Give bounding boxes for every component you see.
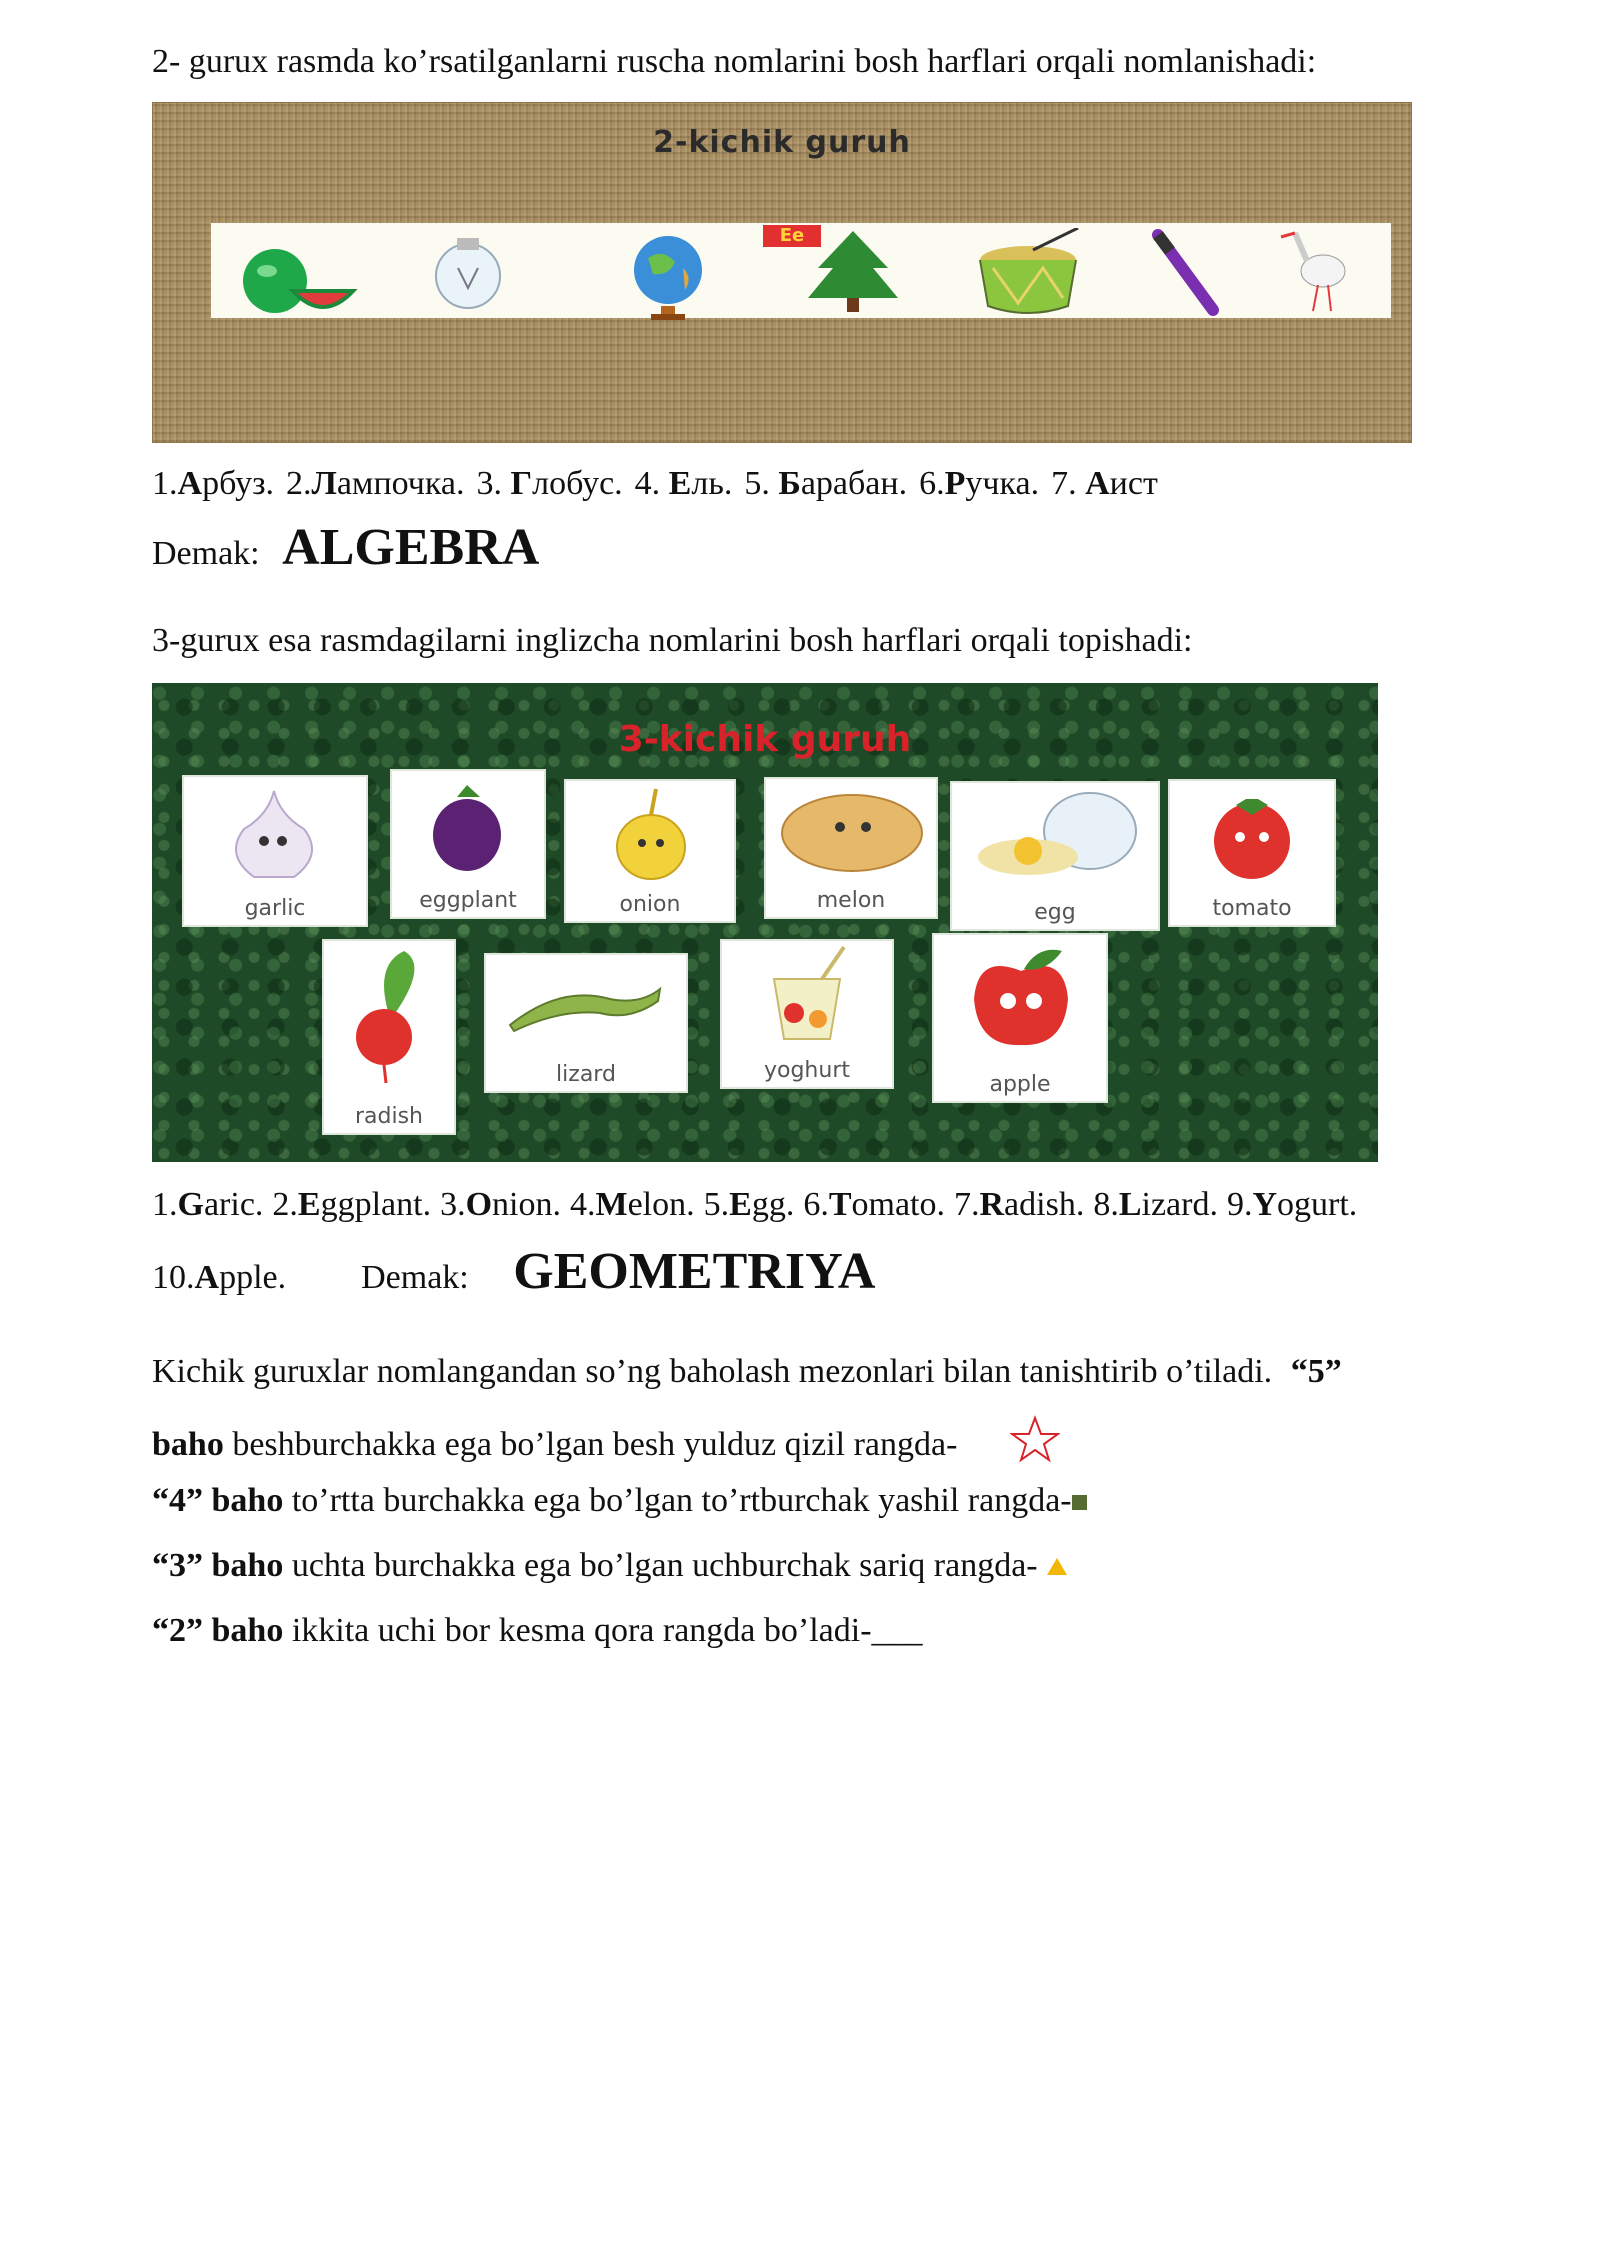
item-rest: ист (1109, 465, 1158, 502)
intro-paragraph-group3: 3-gurux esa rasmdagilarni inglizcha nomlarini bosh harflari orqali topishadi: (152, 622, 1193, 659)
grade-3-line (152, 1544, 1068, 1588)
card-yoghurt (722, 941, 892, 1087)
card-label: apple (989, 1072, 1051, 1097)
item-initial-letter: T (828, 1186, 852, 1223)
russian-item (1051, 465, 1158, 502)
red-star-icon (1010, 1415, 1060, 1463)
card-tomato (1170, 781, 1334, 925)
card-label: eggplant (419, 888, 517, 913)
card-lizard (486, 955, 686, 1091)
english-item (704, 1186, 795, 1223)
russian-item (744, 465, 907, 502)
english-item (570, 1186, 695, 1223)
item-number: 9. (1226, 1186, 1253, 1223)
card-label: egg (1034, 900, 1076, 925)
item-number: 3. (476, 465, 511, 502)
item-rest: лобус. (532, 465, 623, 502)
radish-icon (334, 945, 444, 1085)
answer-geometriya: GEOMETRIYA (513, 1243, 876, 1300)
russian-item (476, 465, 622, 502)
russian-item (286, 465, 464, 502)
item-rest: omato. (851, 1186, 945, 1223)
russian-item (152, 465, 274, 502)
item-number: 2. (272, 1186, 298, 1223)
ee-label: Ee (763, 225, 821, 247)
item-number: 4. (569, 1186, 596, 1223)
grade-2-label: “2” baho (152, 1612, 284, 1649)
item-initial-letter: E (297, 1186, 321, 1223)
green-square-icon (1072, 1495, 1087, 1510)
russian-answer-list (152, 462, 1158, 506)
item-number: 1. (152, 465, 178, 502)
grade-5-line (152, 1415, 1060, 1467)
item-initial-letter: Е (668, 465, 692, 502)
demak-label: Demak: (152, 535, 260, 572)
watermelon-icon (223, 243, 373, 323)
onion-icon (596, 785, 706, 885)
english-item (1227, 1186, 1357, 1223)
grade-2-line (152, 1609, 923, 1653)
item-initial-letter: Б (778, 465, 801, 502)
answer-row-2 (152, 1243, 876, 1300)
black-segment-icon: ___ (871, 1612, 923, 1649)
russian-item (635, 465, 733, 502)
item-initial-letter: L (1118, 1186, 1142, 1223)
answer-algebra: ALGEBRA (282, 519, 540, 576)
item-rest: nion. (492, 1186, 561, 1223)
item-initial-letter: А (1085, 465, 1110, 502)
grade-4-text: to’rtta burchakka ega bo’lgan to’rtburchak yashil rangda- (283, 1482, 1072, 1519)
item-initial-letter: M (595, 1186, 628, 1223)
item-number: 6. (919, 465, 945, 502)
english-item (1093, 1186, 1218, 1223)
criteria-intro-text: Kichik guruxlar nomlangandan so’ng baholash mezonlari bilan tanishtirib o’tiladi. (152, 1353, 1273, 1390)
card-radish (324, 941, 454, 1133)
globe-icon (613, 228, 723, 323)
item-initial-letter: А (177, 465, 203, 502)
card-label: lizard (556, 1062, 616, 1087)
criteria-intro (152, 1350, 1342, 1394)
english-item (440, 1186, 561, 1223)
item-number: 10. (152, 1259, 195, 1296)
english-item-10 (152, 1259, 286, 1296)
lightbulb-icon (413, 228, 523, 318)
drum-icon (963, 228, 1093, 323)
item-rest: gg. (751, 1186, 795, 1223)
eggplant-icon (412, 777, 522, 877)
english-item (803, 1186, 945, 1223)
item-rest: ggplant. (320, 1186, 432, 1223)
grade-5-quote: “5” (1290, 1353, 1342, 1390)
item-number: 3. (440, 1186, 466, 1223)
grade-5-baho: baho (152, 1426, 224, 1463)
item-number: 5. (744, 465, 779, 502)
fir-tree-icon (793, 223, 913, 323)
item-initial-letter: O (465, 1186, 493, 1223)
english-item (954, 1186, 1084, 1223)
item-number: 7. (953, 1186, 980, 1223)
card-onion (566, 781, 734, 921)
item-initial-letter: E (729, 1186, 752, 1223)
item-number: 4. (634, 465, 669, 502)
panel-title: 3-kichik guruh (618, 719, 912, 760)
answer-row-1 (152, 519, 540, 576)
item-initial-letter: Г (510, 465, 533, 502)
yoghurt-icon (752, 943, 862, 1043)
item-initial-letter: A (194, 1259, 220, 1296)
item-rest: ogurt. (1277, 1186, 1358, 1223)
item-initial-letter: G (177, 1186, 204, 1223)
demak-label: Demak: (361, 1259, 469, 1296)
item-rest: izard. (1141, 1186, 1218, 1223)
apple-icon (958, 939, 1084, 1059)
item-rest: ль. (691, 465, 733, 502)
item-number: 5. (703, 1186, 730, 1223)
item-rest: рбуз. (202, 465, 274, 502)
item-rest: учка. (965, 465, 1040, 502)
card-apple (934, 935, 1106, 1101)
item-initial-letter: R (979, 1186, 1005, 1223)
item-rest: adish. (1004, 1186, 1085, 1223)
lizard-icon (500, 965, 670, 1045)
intro-paragraph-group2: 2- gurux rasmda ko’rsatilganlarni ruscha nomlarini bosh harflari orqali nomlanishadi: (152, 43, 1317, 80)
item-number: 8. (1093, 1186, 1119, 1223)
grade-2-text: ikkita uchi bor kesma qora rangda bo’ladi- (283, 1612, 872, 1649)
grade-4-label: “4” baho (152, 1482, 284, 1519)
card-label: garlic (244, 896, 306, 921)
card-melon (766, 779, 936, 917)
item-number: 1. (152, 1186, 178, 1223)
card-label: yoghurt (763, 1058, 850, 1083)
item-initial-letter: Y (1252, 1186, 1278, 1223)
grade-3-text: uchta burchakka ega bo’lgan uchburchak sariq rangda- (283, 1547, 1038, 1584)
card-egg (952, 783, 1158, 929)
item-initial-letter: Л (311, 465, 337, 502)
english-item (152, 1186, 263, 1223)
english-item (272, 1186, 431, 1223)
card-label: onion (619, 892, 681, 917)
group3-picture-panel (152, 683, 1378, 1162)
item-number: 7. (1051, 465, 1086, 502)
card-label: melon (816, 888, 886, 913)
grade-3-label: “3” baho (152, 1547, 284, 1584)
tomato-icon (1192, 785, 1312, 885)
yellow-triangle-icon (1046, 1556, 1068, 1576)
card-eggplant (392, 771, 544, 917)
english-answer-list (152, 1183, 1357, 1227)
card-garlic (184, 777, 366, 925)
melon-icon (774, 783, 930, 879)
grade-5-text: beshburchakka ega bo’lgan besh yulduz qizil rangda- (223, 1426, 958, 1463)
stork-icon (1273, 221, 1363, 321)
item-initial-letter: Р (944, 465, 966, 502)
russian-item (919, 465, 1039, 502)
grade-4-line (152, 1479, 1087, 1523)
item-rest: арабан. (800, 465, 908, 502)
item-rest: aric. (203, 1186, 264, 1223)
garlic-icon (214, 785, 334, 885)
egg-icon (972, 787, 1142, 887)
english-item (152, 1259, 286, 1296)
card-label: radish (354, 1104, 423, 1129)
item-rest: pple. (219, 1259, 287, 1296)
pen-icon (1138, 225, 1238, 325)
item-number: 6. (803, 1186, 829, 1223)
item-rest: ампочка. (336, 465, 465, 502)
panel-title: 2-kichik guruh (653, 125, 911, 160)
item-rest: elon. (627, 1186, 695, 1223)
item-number: 2. (286, 465, 312, 502)
card-label: tomato (1212, 896, 1292, 921)
group2-picture-panel (152, 102, 1412, 443)
